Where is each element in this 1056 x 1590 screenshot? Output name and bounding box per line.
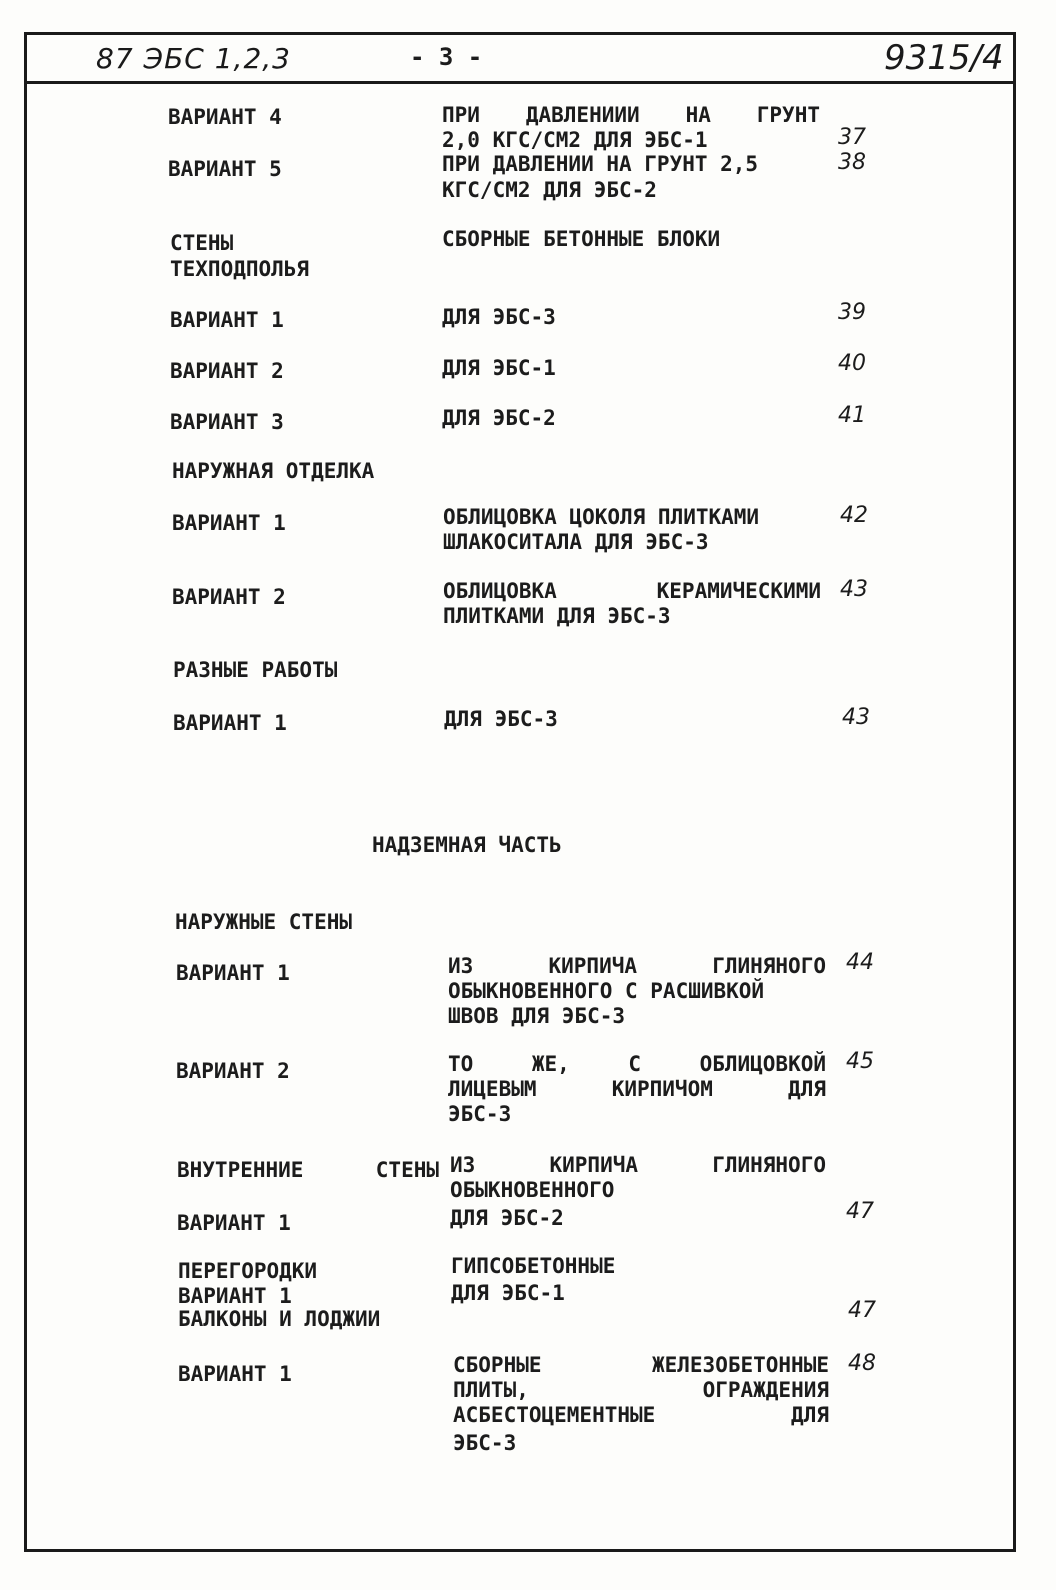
document-number: 9315/4 xyxy=(884,38,1004,78)
misc-works-heading: РАЗНЫЕ РАБОТЫ xyxy=(173,658,338,682)
finish-variant-2-desc-line1: ОБЛИЦОВКА КЕРАМИЧЕСКИМИ xyxy=(443,579,821,603)
partitions-variant-1-label: ВАРИАНТ 1 xyxy=(178,1284,292,1308)
ext-walls-variant-1-page: 44 xyxy=(846,950,874,975)
ext-walls-variant-1-desc-line2: ОБЫКНОВЕННОГО С РАСШИВКОЙ xyxy=(448,979,765,1003)
header-divider xyxy=(24,81,1016,84)
variant-4-desc-line2: 2,0 КГС/СМ2 ДЛЯ ЭБС-1 xyxy=(442,128,708,152)
section-title: НАДЗЕМНАЯ ЧАСТЬ xyxy=(372,833,562,857)
finish-variant-2-label: ВАРИАНТ 2 xyxy=(172,585,286,609)
partitions-page: 47 xyxy=(848,1298,876,1323)
variant-5-desc-line1: ПРИ ДАВЛЕНИИ НА ГРУНТ 2,5 xyxy=(442,152,759,176)
tech-walls-variant-3-desc: ДЛЯ ЭБС-2 xyxy=(442,406,556,430)
balconies-page: 48 xyxy=(848,1351,876,1376)
finish-variant-1-page: 42 xyxy=(840,503,868,528)
ext-walls-variant-2-label: ВАРИАНТ 2 xyxy=(176,1059,290,1083)
exterior-walls-heading: НАРУЖНЫЕ СТЕНЫ xyxy=(175,910,353,934)
balconies-desc-line3: АСБЕСТОЦЕМЕНТНЫЕ ДЛЯ xyxy=(453,1403,829,1427)
tech-walls-variant-1-label: ВАРИАНТ 1 xyxy=(170,308,284,332)
finish-variant-1-desc-line1: ОБЛИЦОВКА ЦОКОЛЯ ПЛИТКАМИ xyxy=(443,505,760,529)
variant-5-page: 38 xyxy=(838,150,866,175)
partitions-desc-line1: ГИПСОБЕТОННЫЕ xyxy=(451,1254,616,1278)
interior-walls-heading: ВНУТРЕННИЕ СТЕНЫ xyxy=(177,1158,439,1182)
finish-variant-1-desc-line2: ШЛАКОСИТАЛА ДЛЯ ЭБС-3 xyxy=(443,530,709,554)
partitions-heading: ПЕРЕГОРОДКИ xyxy=(178,1259,318,1283)
misc-variant-1-label: ВАРИАНТ 1 xyxy=(173,711,287,735)
tech-walls-desc: СБОРНЫЕ БЕТОННЫЕ БЛОКИ xyxy=(442,227,721,251)
variant-4-desc-line1: ПРИ ДАВЛЕНИИИ НА ГРУНТ xyxy=(442,103,820,127)
interior-walls-desc-line2: ОБЫКНОВЕННОГО xyxy=(450,1178,615,1202)
document-code: 87 ЭБС 1,2,3 xyxy=(96,42,291,75)
finish-variant-2-page: 43 xyxy=(840,577,868,602)
tech-walls-variant-3-page: 41 xyxy=(838,403,866,428)
page-number: - 3 - xyxy=(410,43,483,71)
exterior-finish-heading: НАРУЖНАЯ ОТДЕЛКА xyxy=(172,459,375,483)
interior-walls-page: 47 xyxy=(846,1199,874,1224)
variant-4-page: 37 xyxy=(838,125,866,150)
misc-variant-1-desc: ДЛЯ ЭБС-3 xyxy=(444,707,558,731)
tech-walls-variant-2-label: ВАРИАНТ 2 xyxy=(170,359,284,383)
interior-walls-desc-line3: ДЛЯ ЭБС-2 xyxy=(450,1206,564,1230)
interior-walls-variant-1-label: ВАРИАНТ 1 xyxy=(177,1211,291,1235)
finish-variant-1-label: ВАРИАНТ 1 xyxy=(172,511,286,535)
tech-walls-variant-2-desc: ДЛЯ ЭБС-1 xyxy=(442,356,556,380)
tech-walls-variant-3-label: ВАРИАНТ 3 xyxy=(170,410,284,434)
tech-walls-label-line2: ТЕХПОДПОЛЬЯ xyxy=(170,257,310,281)
balconies-variant-1-label: ВАРИАНТ 1 xyxy=(178,1362,292,1386)
partitions-desc-line2: ДЛЯ ЭБС-1 xyxy=(451,1281,565,1305)
ext-walls-variant-2-desc-line2: ЛИЦЕВЫМ КИРПИЧОМ ДЛЯ xyxy=(448,1077,826,1101)
ext-walls-variant-2-desc-line3: ЭБС-3 xyxy=(448,1102,512,1126)
balconies-heading: БАЛКОНЫ И ЛОДЖИИ xyxy=(178,1307,381,1331)
interior-walls-desc-line1: ИЗ КИРПИЧА ГЛИНЯНОГО xyxy=(450,1153,826,1177)
tech-walls-variant-1-desc: ДЛЯ ЭБС-3 xyxy=(442,305,556,329)
variant-4-label: ВАРИАНТ 4 xyxy=(168,105,282,129)
tech-walls-variant-1-page: 39 xyxy=(838,300,866,325)
ext-walls-variant-1-label: ВАРИАНТ 1 xyxy=(176,961,290,985)
finish-variant-2-desc-line2: ПЛИТКАМИ ДЛЯ ЭБС-3 xyxy=(443,604,671,628)
variant-5-label: ВАРИАНТ 5 xyxy=(168,157,282,181)
ext-walls-variant-1-desc-line1: ИЗ КИРПИЧА ГЛИНЯНОГО xyxy=(448,954,826,978)
ext-walls-variant-2-page: 45 xyxy=(846,1049,874,1074)
variant-5-desc-line2: КГС/СМ2 ДЛЯ ЭБС-2 xyxy=(442,178,657,202)
ext-walls-variant-2-desc-line1: ТО ЖЕ, С ОБЛИЦОВКОЙ xyxy=(448,1052,826,1076)
balconies-desc-line2: ПЛИТЫ, ОГРАЖДЕНИЯ xyxy=(453,1378,829,1402)
balconies-desc-line4: ЭБС-3 xyxy=(453,1431,517,1455)
ext-walls-variant-1-desc-line3: ШВОВ ДЛЯ ЭБС-3 xyxy=(448,1004,626,1028)
tech-walls-variant-2-page: 40 xyxy=(838,351,866,376)
balconies-desc-line1: СБОРНЫЕ ЖЕЛЕЗОБЕТОННЫЕ xyxy=(453,1353,829,1377)
misc-variant-1-page: 43 xyxy=(842,705,870,730)
tech-walls-label-line1: СТЕНЫ xyxy=(170,231,234,255)
